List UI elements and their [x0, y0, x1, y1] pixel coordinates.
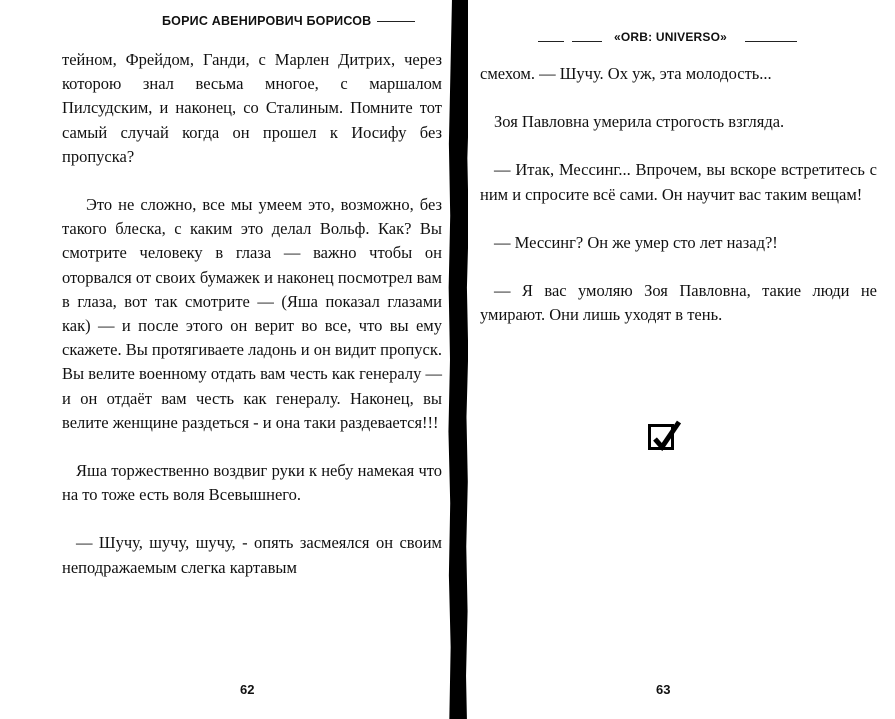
paragraph: смехом. — Шучу. Ох уж, эта молодость...: [480, 64, 772, 83]
checkbox-checked-icon: [648, 424, 674, 450]
page-number-right: 63: [656, 682, 671, 697]
header-rule: [572, 41, 602, 42]
right-page-text: [480, 62, 877, 327]
paragraph: тейном, Фрейдом, Ганди, с Марлен Дитрих, через которою знал весьма многое, с маршалом Пилсудским, и наконец, со Сталиным. Помните тот самый случай когда он прошел к Иосифу без пропуска?: [62, 50, 442, 166]
left-page-text: [62, 48, 442, 580]
paragraph: Яша торжественно воздвиг руки к небу намекая что на то тоже есть воля Всевышнего.: [62, 461, 442, 505]
paragraph: — Мессинг? Он же умер сто лет назад?!: [494, 232, 778, 252]
header-rule: [538, 41, 564, 42]
running-head-right: [538, 30, 797, 44]
paragraph: — Я вас умоляю Зоя Павловна, такие люди не умирают. Они лишь уходят в тень.: [480, 281, 877, 325]
scan-gutter-shadow: [448, 0, 470, 719]
paragraph: — Шучу, шучу, шучу, - опять засмеялся он своим неподражаемым слегка картавым: [62, 533, 442, 577]
book-title: «ORB: UNIVERSO»: [614, 30, 728, 44]
author-name: БОРИС АВЕНИРОВИЧ БОРИСОВ: [162, 14, 372, 28]
header-rule: [745, 41, 797, 42]
page-number-left: 62: [240, 682, 255, 697]
running-head-left: [162, 14, 415, 28]
header-rule: [377, 21, 415, 22]
paragraph: Зоя Павловна умерила строгость взгляда.: [494, 112, 785, 132]
paragraph: — Итак, Мессинг... Впрочем, вы вскоре встретитесь с ним и спросите всё сами. Он научит вас таким вещам!: [480, 160, 877, 204]
right-page: [468, 0, 895, 719]
paragraph: Это не сложно, все мы умеем это, возможно, без такого блеска, с каким это делал Вольф. Как? Вы смотрите человеку в глаза — важно чтобы он оторвался от своих бумажек и наконец посмотрел вам в глаза, вот так смотрите — (Яша показал глазами как) — и после этого он верит во все, что вы ему скажете. Вы протягиваете ладонь и он видит пропуск. Вы велите военному отдать вам честь как генералу — и он отдаёт вам честь как генералу. Наконец, вы велите женщине раздеться - и она таки раздевается!!!: [62, 195, 442, 432]
